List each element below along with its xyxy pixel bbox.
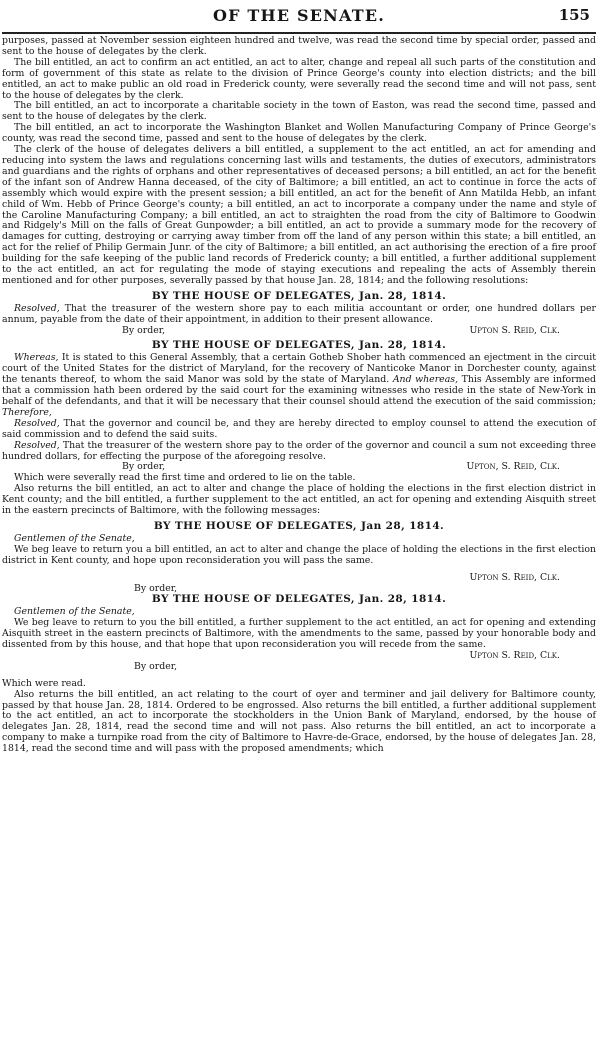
- clerk-signature: Upton S. Reid, Clk.: [469, 571, 560, 583]
- header-rule: [2, 32, 596, 34]
- salutation: Gentlemen of the Senate,: [14, 532, 135, 544]
- message-text: We beg leave to return to you the bill entitled, a further supplement to the act entitled, an act for opening and extending Aisquith street in the eastern precincts of Baltimore, with the amendments to the same, passed by your honorable body and dissented from by this house, and that hope that upon reconsideration you will recede from the same.: [2, 617, 596, 651]
- paragraph: The bill entitled, an act to confirm an act entitled, an act to alter, change and repeal all such parts of the constitution and form of government of this state as relate to the division of Prince George's county into election districts; and the bill entitled, an act to make public an old road in Frederick county, were severally read the second time and will not pass, sent to the house of delegates by the clerk.: [2, 56, 596, 101]
- page-title: OF THE SENATE.: [212, 6, 386, 25]
- by-order: By order,: [134, 660, 178, 672]
- by-order: By order,: [122, 461, 166, 473]
- paragraph: Which were severally read the first time and ordered to lie on the table.: [14, 472, 356, 484]
- by-order: By order,: [122, 324, 166, 336]
- order-signature-line: [2, 326, 596, 337]
- resolution-text: That the treasurer of the western shore pay to the order of the governor and council a sum not exceeding three hundred dollars, for effecting the purpose of the aforegoing resolve.: [2, 439, 596, 462]
- paragraph: The clerk of the house of delegates delivers a bill entitled, a supplement to the act entitled, an act for amending and reducing into system the laws and regulations concerning last wills and testaments, the duties of executors, administrators and guardians and the rights of orphans and other representatives of deceased persons; a bill entitled, an act for the benefit of the infant son of Andrew Hanna deceased, of the city of Baltimore; a bill entitled, an act to continue in force the acts of assembly which would expire with the present session; a bill entitled, an act for the benefit of Ann Matilda Hebb, an infant child of Wm. Hebb of Prince George's county; a bill entitled, an act to incorporate a company under the name and style of the Caroline Manufacturing Company; a bill entitled, an act to straighten the road from the city of Baltimore to Goodwin and Ridgely's Mill on the falls of Great Gunpowder; a bill entitled, an act to provide a summary mode for the recovery of damages for cutting, destroying or carrying away timber from off the land of any person within this state; a bill entitled, an act for the relief of Philip Germain Junr. of the city of Baltimore; a bill entitled, an act authorising the erection of a fire proof building for the safe keeping of the public land records of Frederick county; a bill entitled, a further additional supplement to the act entitled, an act for regulating the mode of staying executions and repealing the acts of Assembly therein mentioned and for other purposes, severally passed by that house Jan. 28, 1814; and the following resolutions:: [2, 144, 596, 286]
- resolved-label: Resolved,: [14, 417, 60, 429]
- message-heading: BY THE HOUSE OF DELEGATES, Jan 28, 1814.: [153, 519, 445, 532]
- resolution-text: That the treasurer of the western shore pay to each militia accountant or order, one hundred dollars per annum, payable from the date of their appointment, in addition to their present allowance.: [2, 302, 596, 325]
- clerk-signature: Upton, S. Reid, Clk.: [466, 461, 560, 473]
- whereas-label: Whereas,: [14, 352, 59, 364]
- message-heading: BY THE HOUSE OF DELEGATES, Jan. 28, 1814.: [151, 593, 447, 606]
- preamble: [2, 353, 596, 418]
- salutation: Gentlemen of the Senate,: [14, 606, 135, 618]
- clerk-signature: Upton S. Reid, Clk.: [469, 649, 560, 661]
- and-whereas-label: And whereas,: [392, 374, 459, 386]
- paragraph: The bill entitled, an act to incorporate the Washington Blanket and Wollen Manufacturing Company of Prince George's county, was read the second time, passed and sent to the house of delegates by the clerk.: [2, 122, 596, 145]
- paragraph: The bill entitled, an act to incorporate a charitable society in the town of Easton, was read the second time, passed and sent to the house of delegates by the clerk.: [2, 100, 596, 123]
- message-heading: BY THE HOUSE OF DELEGATES, Jan. 28, 1814.: [151, 289, 447, 302]
- preamble-text: This Assembly are informed that a commission hath been ordered by the said court for the examining witnesses who reside in the state of New-York in behalf of the defendants, and that it will be necessary that their counsel should attend the execution of the said commission;: [2, 374, 596, 407]
- paragraph: Also returns the bill entitled, an act to alter and change the place of holding the elections in the first election district in Kent county; and the bill entitled, a further supplement to the act entitled, an act for opening and extending Aisquith street in the eastern precincts of Baltimore, with the following messages:: [2, 483, 596, 517]
- paragraph: purposes, passed at November session eighteen hundred and twelve, was read the second time by special order, passed and sent to the house of delegates by the clerk.: [2, 35, 596, 57]
- paragraph: Which were read.: [2, 677, 86, 689]
- resolution-text: That the governor and council be, and they are hereby directed to employ counsel to attend the execution of said commission and to defend the said suits.: [2, 417, 596, 440]
- clerk-signature: Upton S. Reid, Clk.: [469, 324, 560, 336]
- body-text: [2, 36, 596, 755]
- page-number: 155: [558, 6, 590, 24]
- running-head: [2, 0, 596, 34]
- resolved-label: Resolved,: [14, 302, 60, 314]
- resolution: [2, 304, 596, 326]
- paragraph: Also returns the bill entitled, an act relating to the court of oyer and terminer and jail delivery for Baltimore county, passed by that house Jan. 28, 1814. Ordered to be engrossed. Also returns the bill entitled, a further additional supplement to the act entitled, an act to incorporate the stockholders in the Union Bank of Maryland, endorsed, by the house of delegates Jan. 28, 1814, read the second time and will not pass. Also returns the bill entitled, an act to incorporate a company to make a turnpike road from the city of Baltimore to Havre-de-Grace, endorsed, by the house of delegates Jan. 28, 1814, read the second time and will pass with the proposed amendments; which: [2, 688, 596, 755]
- preamble-text: It is stated to this General Assembly, that a certain Gotheb Shober hath commenced an ejectment in the circuit court of the United States for the district of Maryland, for the recovery of Nanticoke Manor in Dorchester county, against the tenants thereof, to whom the said Manor was sold by the state of Maryland.: [2, 352, 596, 386]
- resolution: [2, 419, 596, 441]
- resolved-label: Resolved,: [14, 439, 60, 451]
- message-heading: BY THE HOUSE OF DELEGATES, Jan. 28, 1814.: [151, 339, 447, 352]
- therefore-label: Therefore,: [2, 406, 52, 418]
- message-text: We beg leave to return you a bill entitled, an act to alter and change the place of holding the elections in the first election district in Kent county, and hope upon reconsideration you will pass the same.: [2, 543, 596, 566]
- resolution: [2, 441, 596, 463]
- by-order: By order,: [134, 582, 178, 594]
